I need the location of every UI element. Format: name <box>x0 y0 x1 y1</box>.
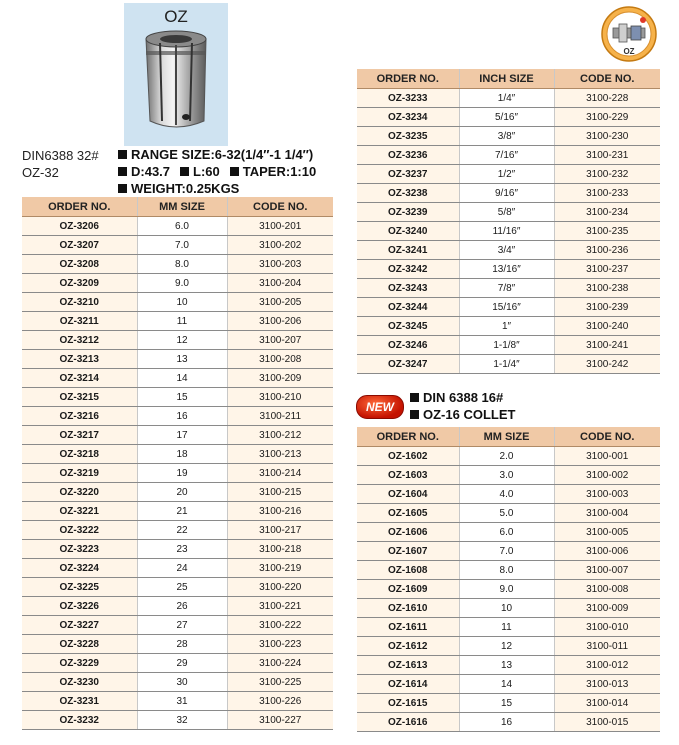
code-no-cell: 3100-201 <box>227 217 333 236</box>
table-row <box>22 635 333 654</box>
code-no-cell: 3100-234 <box>554 203 660 222</box>
oz16-din: DIN 6388 16# <box>423 390 504 405</box>
table-header-row <box>357 427 660 447</box>
oz16-size-table <box>357 427 660 732</box>
mm-size-table <box>22 197 333 730</box>
table-row <box>357 485 660 504</box>
size-cell: 31 <box>137 692 227 711</box>
header-code-no: CODE NO. <box>554 427 660 447</box>
order-no-cell: OZ-3240 <box>357 222 459 241</box>
order-no-cell: OZ-3220 <box>22 483 137 502</box>
code-no-cell: 3100-214 <box>227 464 333 483</box>
order-no-cell: OZ-3237 <box>357 165 459 184</box>
table-row <box>22 597 333 616</box>
table-row <box>22 426 333 445</box>
code-no-cell: 3100-215 <box>227 483 333 502</box>
din-standard: DIN6388 32# <box>22 148 99 163</box>
size-cell: 21 <box>137 502 227 521</box>
order-no-cell: OZ-3209 <box>22 274 137 293</box>
size-cell: 26 <box>137 597 227 616</box>
table-row <box>357 108 660 127</box>
code-no-cell: 3100-015 <box>554 713 660 732</box>
range-size: RANGE SIZE:6-32(1/4″-1 1/4″) <box>131 147 314 162</box>
product-label: OZ <box>164 7 188 26</box>
code-no-cell: 3100-239 <box>554 298 660 317</box>
size-cell: 23 <box>137 540 227 559</box>
code-no-cell: 3100-014 <box>554 694 660 713</box>
order-no-cell: OZ-3223 <box>22 540 137 559</box>
bullet-square-icon <box>180 167 189 176</box>
code-no-cell: 3100-217 <box>227 521 333 540</box>
order-no-cell: OZ-3247 <box>357 355 459 374</box>
header-order-no: ORDER NO. <box>357 427 459 447</box>
code-no-cell: 3100-012 <box>554 656 660 675</box>
table-row <box>22 274 333 293</box>
order-no-cell: OZ-1605 <box>357 504 459 523</box>
code-no-cell: 3100-222 <box>227 616 333 635</box>
header-code-no: CODE NO. <box>227 197 333 217</box>
code-no-cell: 3100-203 <box>227 255 333 274</box>
code-no-cell: 3100-007 <box>554 561 660 580</box>
order-no-cell: OZ-3236 <box>357 146 459 165</box>
bullet-square-icon <box>118 167 127 176</box>
order-no-cell: OZ-1613 <box>357 656 459 675</box>
order-no-cell: OZ-3238 <box>357 184 459 203</box>
size-cell: 11 <box>137 312 227 331</box>
size-cell: 11 <box>459 618 554 637</box>
code-no-cell: 3100-209 <box>227 369 333 388</box>
table-row <box>22 521 333 540</box>
table-row <box>22 217 333 236</box>
size-cell: 8.0 <box>459 561 554 580</box>
length: L:60 <box>193 164 220 179</box>
code-no-cell: 3100-240 <box>554 317 660 336</box>
size-cell: 1-1/8″ <box>459 336 554 355</box>
order-no-cell: OZ-1606 <box>357 523 459 542</box>
order-no-cell: OZ-3217 <box>22 426 137 445</box>
code-no-cell: 3100-225 <box>227 673 333 692</box>
table-header-row <box>22 197 333 217</box>
size-cell: 7.0 <box>137 236 227 255</box>
order-no-cell: OZ-3216 <box>22 407 137 426</box>
size-cell: 6.0 <box>137 217 227 236</box>
code-no-cell: 3100-010 <box>554 618 660 637</box>
table-row <box>22 673 333 692</box>
order-no-cell: OZ-3225 <box>22 578 137 597</box>
order-no-cell: OZ-1602 <box>357 447 459 466</box>
order-no-cell: OZ-3211 <box>22 312 137 331</box>
order-no-cell: OZ-1608 <box>357 561 459 580</box>
spec-identifiers <box>22 147 99 181</box>
code-no-cell: 3100-242 <box>554 355 660 374</box>
size-cell: 17 <box>137 426 227 445</box>
table-row <box>22 502 333 521</box>
table-row <box>22 331 333 350</box>
table-row <box>22 312 333 331</box>
code-no-cell: 3100-216 <box>227 502 333 521</box>
size-cell: 1-1/4″ <box>459 355 554 374</box>
size-cell: 25 <box>137 578 227 597</box>
size-cell: 13 <box>459 656 554 675</box>
code-no-cell: 3100-213 <box>227 445 333 464</box>
size-cell: 27 <box>137 616 227 635</box>
code-no-cell: 3100-208 <box>227 350 333 369</box>
diameter: D:43.7 <box>131 164 171 179</box>
table-row <box>22 388 333 407</box>
order-no-cell: OZ-3224 <box>22 559 137 578</box>
size-cell: 8.0 <box>137 255 227 274</box>
size-cell: 5/16″ <box>459 108 554 127</box>
size-cell: 10 <box>459 599 554 618</box>
code-no-cell: 3100-221 <box>227 597 333 616</box>
table-row <box>357 222 660 241</box>
code-no-cell: 3100-218 <box>227 540 333 559</box>
table-row <box>22 369 333 388</box>
code-no-cell: 3100-232 <box>554 165 660 184</box>
order-no-cell: OZ-3243 <box>357 279 459 298</box>
size-cell: 3/8″ <box>459 127 554 146</box>
order-no-cell: OZ-3242 <box>357 260 459 279</box>
header-order-no: ORDER NO. <box>22 197 137 217</box>
table-row <box>357 447 660 466</box>
code-no-cell: 3100-223 <box>227 635 333 654</box>
table-row <box>357 542 660 561</box>
code-no-cell: 3100-231 <box>554 146 660 165</box>
order-no-cell: OZ-1616 <box>357 713 459 732</box>
size-cell: 20 <box>137 483 227 502</box>
table-row <box>357 656 660 675</box>
code-no-cell: 3100-001 <box>554 447 660 466</box>
code-no-cell: 3100-013 <box>554 675 660 694</box>
table-row <box>22 483 333 502</box>
table-row <box>22 578 333 597</box>
code-no-cell: 3100-226 <box>227 692 333 711</box>
order-no-cell: OZ-3210 <box>22 293 137 312</box>
oz16-collet-line <box>410 406 515 423</box>
table-row <box>22 350 333 369</box>
order-no-cell: OZ-1610 <box>357 599 459 618</box>
size-cell: 14 <box>137 369 227 388</box>
code-no-cell: 3100-235 <box>554 222 660 241</box>
table-row <box>357 618 660 637</box>
size-cell: 30 <box>137 673 227 692</box>
code-no-cell: 3100-006 <box>554 542 660 561</box>
order-no-cell: OZ-3244 <box>357 298 459 317</box>
code-no-cell: 3100-241 <box>554 336 660 355</box>
taper: TAPER:1:10 <box>242 164 317 179</box>
size-cell: 10 <box>137 293 227 312</box>
table-row <box>22 540 333 559</box>
order-no-cell: OZ-1615 <box>357 694 459 713</box>
order-no-cell: OZ-3234 <box>357 108 459 127</box>
dimension-line <box>118 163 316 180</box>
size-cell: 13/16″ <box>459 260 554 279</box>
size-cell: 7/16″ <box>459 146 554 165</box>
size-cell: 7/8″ <box>459 279 554 298</box>
table-row <box>357 203 660 222</box>
table-row <box>22 559 333 578</box>
table-row <box>357 675 660 694</box>
size-cell: 1/4″ <box>459 89 554 108</box>
code-no-cell: 3100-011 <box>554 637 660 656</box>
order-no-cell: OZ-1612 <box>357 637 459 656</box>
range-line <box>118 146 316 163</box>
size-cell: 3.0 <box>459 466 554 485</box>
code-no-cell: 3100-236 <box>554 241 660 260</box>
code-no-cell: 3100-227 <box>227 711 333 730</box>
size-cell: 12 <box>459 637 554 656</box>
order-no-cell: OZ-3231 <box>22 692 137 711</box>
table-row <box>357 355 660 374</box>
table-row <box>357 279 660 298</box>
order-no-cell: OZ-3221 <box>22 502 137 521</box>
order-no-cell: OZ-3218 <box>22 445 137 464</box>
code-no-cell: 3100-229 <box>554 108 660 127</box>
size-cell: 18 <box>137 445 227 464</box>
size-cell: 5.0 <box>459 504 554 523</box>
order-no-cell: OZ-3245 <box>357 317 459 336</box>
order-no-cell: OZ-3229 <box>22 654 137 673</box>
order-no-cell: OZ-3232 <box>22 711 137 730</box>
order-no-cell: OZ-3219 <box>22 464 137 483</box>
size-cell: 9/16″ <box>459 184 554 203</box>
size-cell: 6.0 <box>459 523 554 542</box>
oz16-spec <box>410 389 515 423</box>
table-row <box>357 146 660 165</box>
table-row <box>357 694 660 713</box>
header-order-no: ORDER NO. <box>357 69 459 89</box>
table-row <box>22 711 333 730</box>
order-no-cell: OZ-3230 <box>22 673 137 692</box>
order-no-cell: OZ-1603 <box>357 466 459 485</box>
size-cell: 12 <box>137 331 227 350</box>
order-no-cell: OZ-3214 <box>22 369 137 388</box>
inch-size-table <box>357 69 660 374</box>
table-row <box>22 255 333 274</box>
table-row <box>357 504 660 523</box>
table-row <box>357 241 660 260</box>
order-no-cell: OZ-3235 <box>357 127 459 146</box>
code-no-cell: 3100-237 <box>554 260 660 279</box>
size-cell: 22 <box>137 521 227 540</box>
header-code-no: CODE NO. <box>554 69 660 89</box>
code-no-cell: 3100-005 <box>554 523 660 542</box>
order-no-cell: OZ-3208 <box>22 255 137 274</box>
order-no-cell: OZ-1611 <box>357 618 459 637</box>
table-row <box>357 466 660 485</box>
code-no-cell: 3100-211 <box>227 407 333 426</box>
size-cell: 1″ <box>459 317 554 336</box>
bullet-square-icon <box>230 167 239 176</box>
size-cell: 32 <box>137 711 227 730</box>
table-row <box>357 89 660 108</box>
table-row <box>22 464 333 483</box>
size-cell: 15 <box>459 694 554 713</box>
order-no-cell: OZ-1607 <box>357 542 459 561</box>
size-cell: 3/4″ <box>459 241 554 260</box>
code-no-cell: 3100-228 <box>554 89 660 108</box>
order-no-cell: OZ-3212 <box>22 331 137 350</box>
order-no-cell: OZ-3213 <box>22 350 137 369</box>
table-row <box>357 523 660 542</box>
code-no-cell: 3100-008 <box>554 580 660 599</box>
size-cell: 24 <box>137 559 227 578</box>
bullet-square-icon <box>410 393 419 402</box>
size-cell: 16 <box>137 407 227 426</box>
table-header-row <box>357 69 660 89</box>
order-no-cell: OZ-3207 <box>22 236 137 255</box>
header-size: MM SIZE <box>137 197 227 217</box>
table-row <box>357 184 660 203</box>
order-no-cell: OZ-3206 <box>22 217 137 236</box>
table-row <box>22 654 333 673</box>
size-cell: 16 <box>459 713 554 732</box>
header-size: INCH SIZE <box>459 69 554 89</box>
table-row <box>357 637 660 656</box>
order-no-cell: OZ-3215 <box>22 388 137 407</box>
size-cell: 4.0 <box>459 485 554 504</box>
table-row <box>22 236 333 255</box>
table-row <box>357 336 660 355</box>
code-no-cell: 3100-230 <box>554 127 660 146</box>
table-row <box>357 713 660 732</box>
code-no-cell: 3100-206 <box>227 312 333 331</box>
table-row <box>357 317 660 336</box>
bullet-square-icon <box>118 150 127 159</box>
order-no-cell: OZ-1614 <box>357 675 459 694</box>
table-row <box>22 407 333 426</box>
table-row <box>22 445 333 464</box>
bullet-square-icon <box>118 184 127 193</box>
order-no-cell: OZ-3226 <box>22 597 137 616</box>
code-no-cell: 3100-238 <box>554 279 660 298</box>
order-no-cell: OZ-3241 <box>357 241 459 260</box>
code-no-cell: 3100-207 <box>227 331 333 350</box>
weight: WEIGHT:0.25KGS <box>131 181 240 196</box>
bullet-square-icon <box>410 410 419 419</box>
code-no-cell: 3100-009 <box>554 599 660 618</box>
size-cell: 5/8″ <box>459 203 554 222</box>
size-cell: 15 <box>137 388 227 407</box>
order-no-cell: OZ-3239 <box>357 203 459 222</box>
product-image <box>124 3 228 146</box>
code-no-cell: 3100-212 <box>227 426 333 445</box>
new-badge: NEW <box>356 395 404 419</box>
spec-details <box>118 146 316 197</box>
collet-type-icon <box>601 6 657 62</box>
collet-icon-label: OZ <box>623 47 635 56</box>
size-cell: 9.0 <box>459 580 554 599</box>
table-row <box>357 599 660 618</box>
table-row <box>22 293 333 312</box>
code-no-cell: 3100-224 <box>227 654 333 673</box>
order-no-cell: OZ-1604 <box>357 485 459 504</box>
order-no-cell: OZ-3228 <box>22 635 137 654</box>
table-row <box>357 298 660 317</box>
table-row <box>357 165 660 184</box>
order-no-cell: OZ-3246 <box>357 336 459 355</box>
size-cell: 14 <box>459 675 554 694</box>
table-row <box>22 692 333 711</box>
table-row <box>22 616 333 635</box>
table-row <box>357 260 660 279</box>
size-cell: 1/2″ <box>459 165 554 184</box>
size-cell: 13 <box>137 350 227 369</box>
code-no-cell: 3100-204 <box>227 274 333 293</box>
code-no-cell: 3100-210 <box>227 388 333 407</box>
weight-line <box>118 180 316 197</box>
size-cell: 11/16″ <box>459 222 554 241</box>
code-no-cell: 3100-202 <box>227 236 333 255</box>
oz16-din-line <box>410 389 515 406</box>
model-name: OZ-32 <box>22 165 59 180</box>
order-no-cell: OZ-1609 <box>357 580 459 599</box>
code-no-cell: 3100-220 <box>227 578 333 597</box>
order-no-cell: OZ-3233 <box>357 89 459 108</box>
header-size: MM SIZE <box>459 427 554 447</box>
size-cell: 28 <box>137 635 227 654</box>
code-no-cell: 3100-233 <box>554 184 660 203</box>
table-row <box>357 561 660 580</box>
size-cell: 19 <box>137 464 227 483</box>
size-cell: 15/16″ <box>459 298 554 317</box>
code-no-cell: 3100-003 <box>554 485 660 504</box>
code-no-cell: 3100-205 <box>227 293 333 312</box>
table-row <box>357 580 660 599</box>
code-no-cell: 3100-002 <box>554 466 660 485</box>
code-no-cell: 3100-219 <box>227 559 333 578</box>
size-cell: 9.0 <box>137 274 227 293</box>
size-cell: 29 <box>137 654 227 673</box>
size-cell: 7.0 <box>459 542 554 561</box>
table-row <box>357 127 660 146</box>
code-no-cell: 3100-004 <box>554 504 660 523</box>
oz16-collet: OZ-16 COLLET <box>423 407 516 422</box>
order-no-cell: OZ-3227 <box>22 616 137 635</box>
order-no-cell: OZ-3222 <box>22 521 137 540</box>
size-cell: 2.0 <box>459 447 554 466</box>
